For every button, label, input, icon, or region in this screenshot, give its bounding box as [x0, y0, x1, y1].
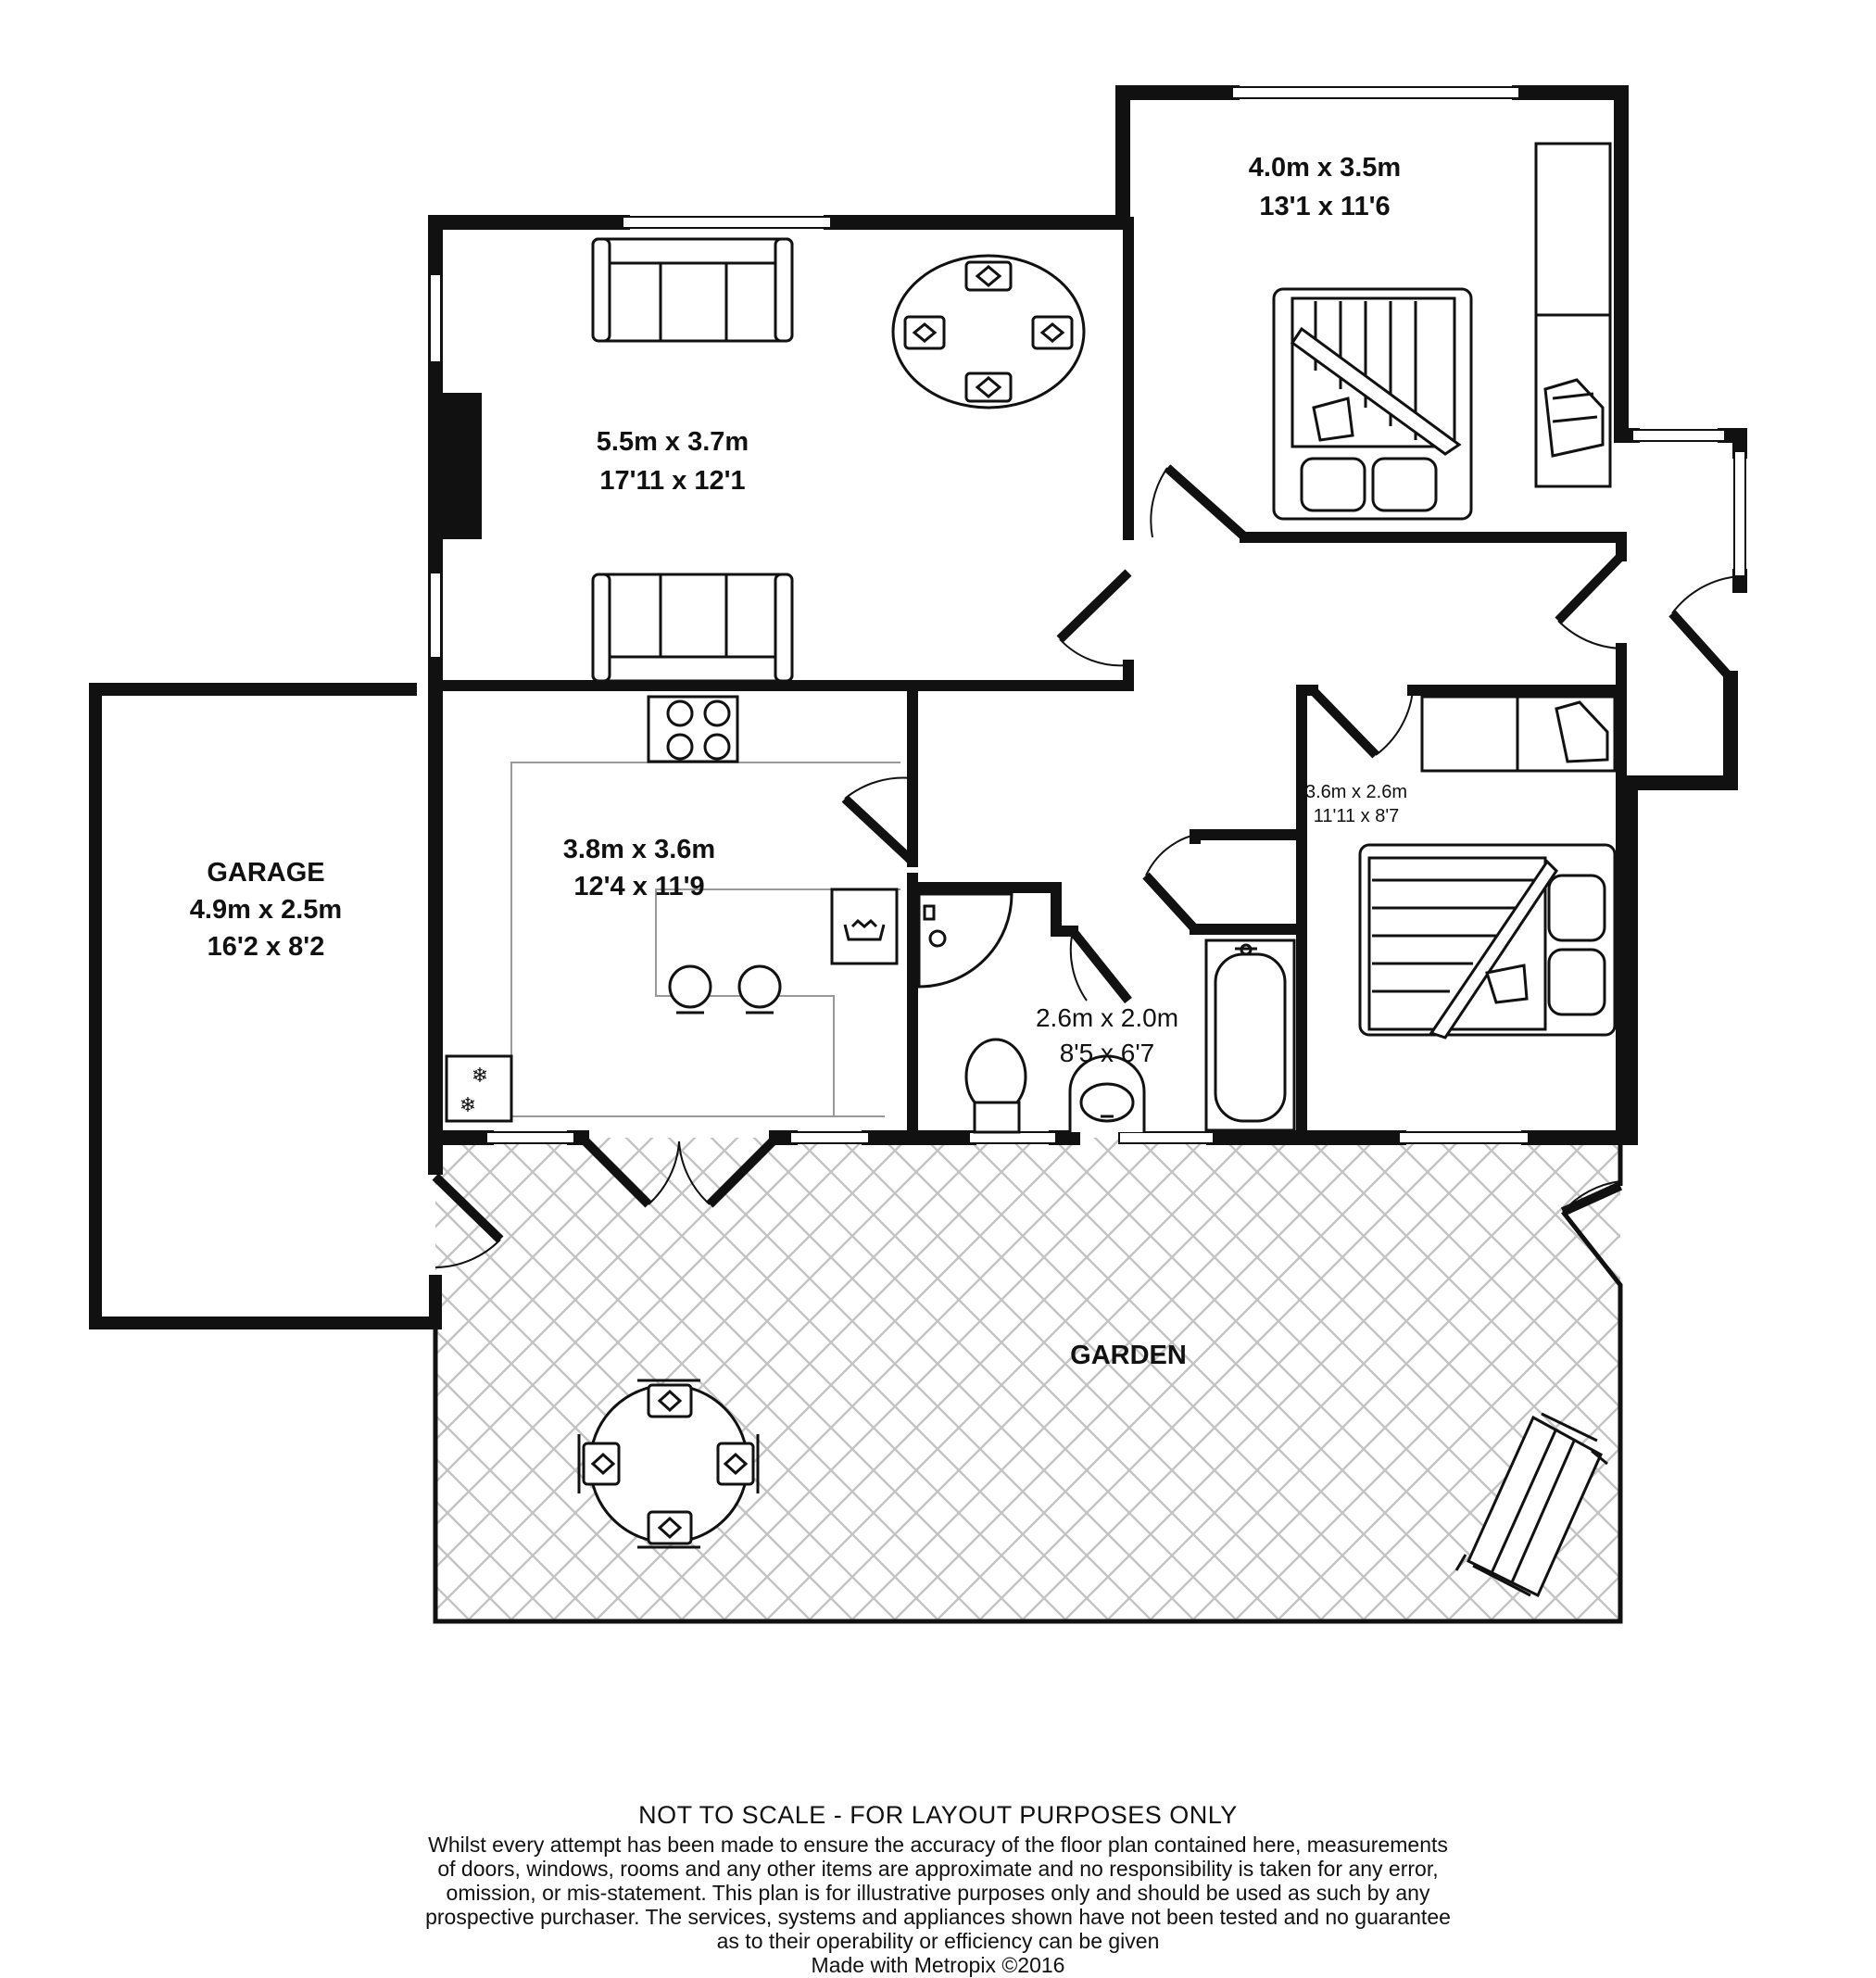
wardrobe-icon: [1422, 697, 1615, 771]
scale-notice: NOT TO SCALE - FOR LAYOUT PURPOSES ONLY: [638, 1801, 1238, 1829]
disclaimer-line: omission, or mis-statement. This plan is for illustrative purposes only and should be used as such by any: [446, 1881, 1430, 1905]
shower-icon: [919, 894, 1012, 987]
bathroom-dims-imperial: 8'5 x 6'7: [1059, 1039, 1155, 1067]
bath-icon: [1206, 940, 1294, 1130]
disclaimer-line: of doors, windows, rooms and any other items are approximate and no responsibility is taken for any error,: [437, 1857, 1439, 1881]
bathroom-dims-metric: 2.6m x 2.0m: [1035, 1003, 1179, 1032]
wardrobe-icon: [1536, 144, 1610, 486]
toilet-icon: [966, 1039, 1026, 1132]
double-bed-icon: [1360, 845, 1615, 1038]
garage-dims-imperial: 16'2 x 8'2: [207, 932, 325, 962]
bedroom2-dims-metric: 3.6m x 2.6m: [1304, 782, 1408, 802]
disclaimer-line: prospective purchaser. The services, systems and appliances shown have not been tested and no guarantee: [425, 1905, 1451, 1929]
bedroom1-dims-metric: 4.0m x 3.5m: [1248, 153, 1402, 183]
fridge-icon: [447, 1056, 511, 1121]
garden-area: [435, 1138, 1620, 1621]
sink-icon: [832, 889, 897, 964]
dining-table-icon: [893, 256, 1084, 408]
living-room-dims-metric: 5.5m x 3.7m: [596, 427, 749, 457]
garden-label: GARDEN: [1070, 1341, 1187, 1370]
garage-walls: [95, 689, 435, 1323]
chimney-breast: [443, 393, 482, 539]
kitchen-dims-imperial: 12'4 x 11'9: [573, 872, 705, 901]
credit-text: Made with Metropix ©2016: [811, 1953, 1065, 1977]
sofa-icon: [593, 574, 792, 681]
disclaimer-text: [0, 1833, 1876, 1953]
kitchen-dims-metric: 3.8m x 3.6m: [562, 835, 716, 864]
stool-icon: [670, 966, 780, 1013]
svg-text:❄: ❄: [459, 1093, 477, 1116]
garage-dims-metric: 4.9m x 2.5m: [189, 895, 343, 925]
disclaimer-line: Whilst every attempt has been made to ensure the accuracy of the floor plan contained here, measurements: [428, 1833, 1448, 1857]
bedroom1-dims-imperial: 13'1 x 11'6: [1259, 192, 1391, 221]
living-room-dims-imperial: 17'11 x 12'1: [599, 466, 746, 496]
hob-icon: [648, 697, 737, 762]
svg-text:❄: ❄: [471, 1064, 489, 1087]
basin-icon: [1070, 1056, 1144, 1132]
double-bed-icon: [1274, 289, 1471, 519]
garage-label: GARAGE: [207, 858, 325, 888]
bedroom2-dims-imperial: 11'11 x 8'7: [1313, 806, 1400, 826]
sofa-icon: [593, 239, 792, 341]
disclaimer-line: as to their operability or efficiency can be given: [716, 1929, 1160, 1953]
